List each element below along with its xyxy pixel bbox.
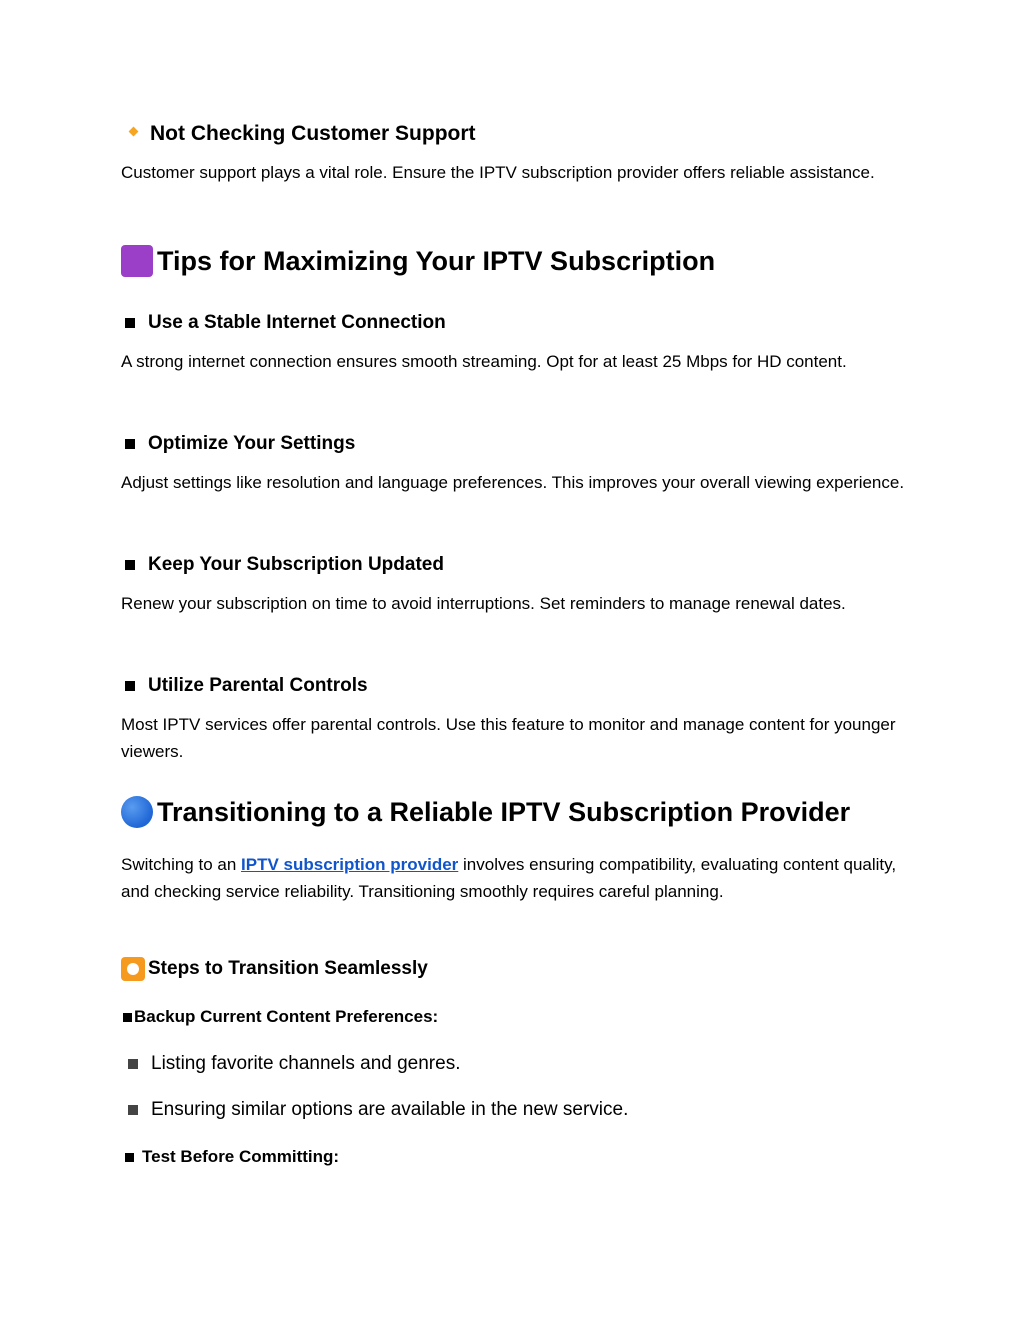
black-square-bullet-icon	[125, 318, 135, 328]
blue-circle-icon	[121, 796, 153, 828]
tip-text-subscription-updated: Renew your subscription on time to avoid interruptions. Set reminders to manage renewal dates.	[121, 594, 846, 613]
record-button-icon	[121, 957, 145, 981]
tip-heading-stable-connection: Use a Stable Internet Connection	[121, 311, 446, 335]
tip-heading-subscription-updated: Keep Your Subscription Updated	[121, 553, 444, 577]
tip-text-optimize-settings: Adjust settings like resolution and language preferences. This improves your overall viewing experience.	[121, 473, 905, 492]
tip-heading-parental-controls: Utilize Parental Controls	[121, 674, 368, 698]
small-orange-diamond-icon	[129, 127, 139, 137]
black-square-bullet-icon	[125, 681, 135, 691]
list-item: Listing favorite channels and genres.	[121, 1052, 460, 1076]
black-square-bullet-icon	[125, 439, 135, 449]
purple-square-icon	[121, 245, 153, 277]
grey-square-bullet-icon	[128, 1105, 138, 1115]
iptv-provider-link[interactable]: IPTV subscription provider	[241, 855, 459, 874]
transition-heading: Transitioning to a Reliable IPTV Subscription Provider	[121, 795, 850, 829]
backup-heading: Backup Current Content Preferences:	[121, 1006, 438, 1028]
tips-heading: Tips for Maximizing Your IPTV Subscription	[121, 244, 715, 278]
tip-text-parental-controls: Most IPTV services offer parental controls. Use this feature to monitor and manage content for younger viewers.	[121, 715, 896, 761]
black-square-bullet-icon	[125, 560, 135, 570]
tip-heading-optimize-settings: Optimize Your Settings	[121, 432, 355, 456]
test-heading: Test Before Committing:	[121, 1146, 339, 1168]
customer-support-text: Customer support plays a vital role. Ensure the IPTV subscription provider offers reliable assistance.	[121, 163, 875, 182]
black-square-bullet-icon	[123, 1013, 132, 1022]
grey-square-bullet-icon	[128, 1059, 138, 1069]
customer-support-heading: Not Checking Customer Support	[121, 121, 476, 147]
transition-intro: Switching to an IPTV subscription provider involves ensuring compatibility, evaluating content quality, and checking service reliability. Transitioning smoothly requires careful planning.	[121, 855, 897, 901]
tip-text-stable-connection: A strong internet connection ensures smooth streaming. Opt for at least 25 Mbps for HD content.	[121, 352, 847, 371]
black-square-bullet-icon	[125, 1153, 134, 1162]
steps-heading: Steps to Transition Seamlessly	[121, 957, 428, 981]
list-item: Ensuring similar options are available in the new service.	[121, 1098, 628, 1122]
